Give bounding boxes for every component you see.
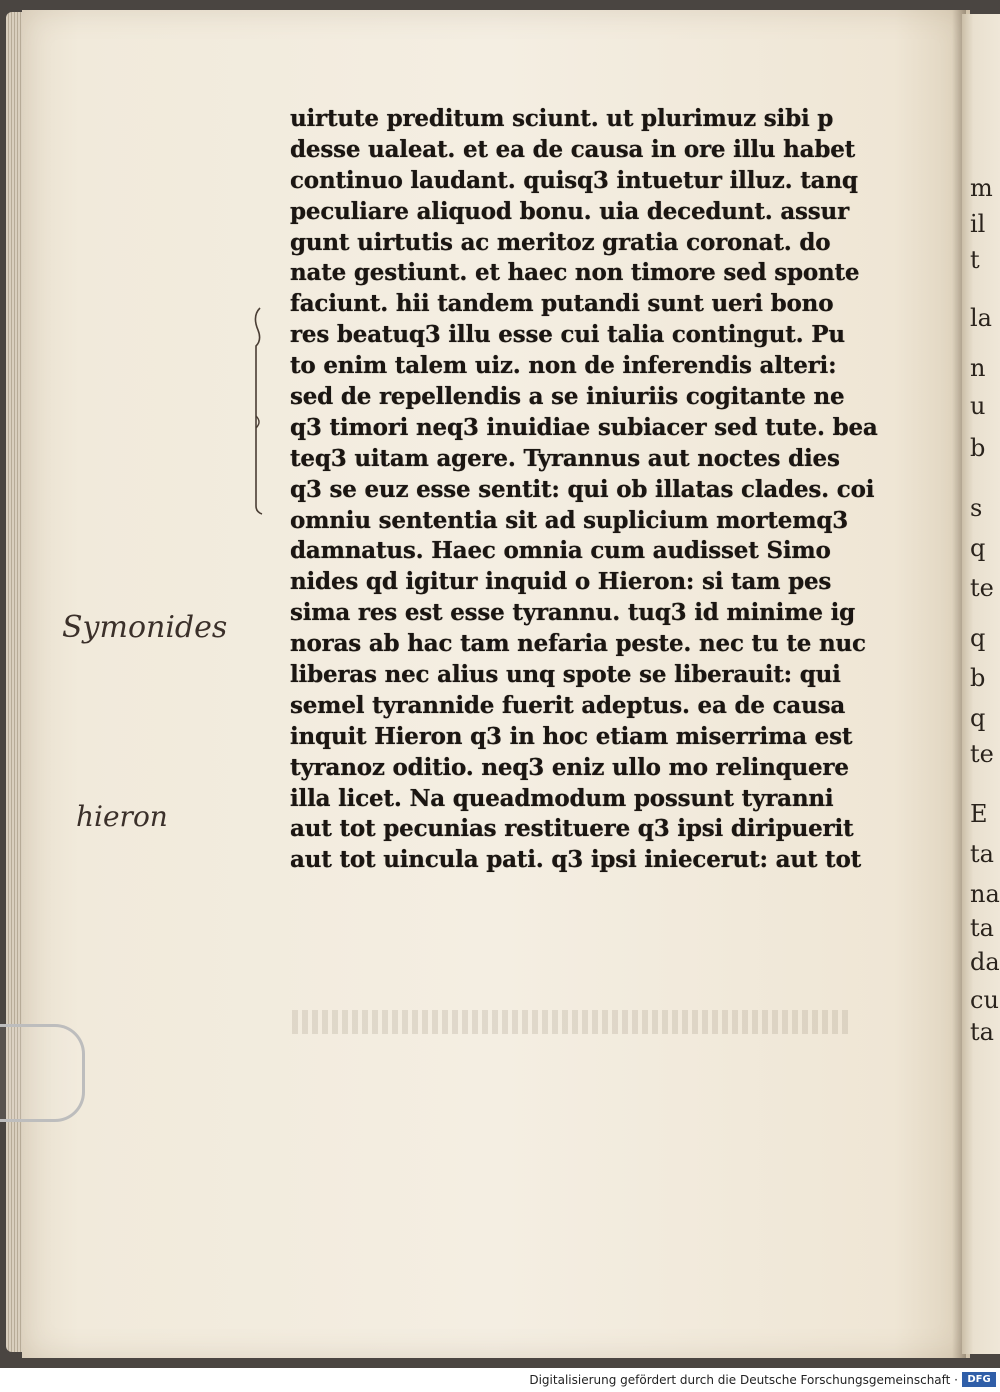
ink-show-through	[292, 1010, 852, 1034]
next-page-fragment: ta	[970, 840, 994, 868]
text-line: uirtute preditum sciunt. ut plurimuz sibi p	[290, 105, 834, 132]
text-line: sed de repellendis a se iniuriis cogitante ne	[290, 383, 845, 411]
text-line: peculiare aliquod bonu. uia decedunt. assur	[290, 197, 849, 225]
marginal-note-hieron: hieron	[76, 800, 168, 833]
text-line: to enim talem uiz. non de inferendis alteri:	[290, 352, 837, 380]
next-page-fragment: cu	[970, 986, 999, 1014]
footer-bar	[0, 1368, 1000, 1392]
next-page-fragment: q	[970, 704, 986, 732]
next-page-fragment: b	[970, 664, 986, 692]
next-page-fragment: q	[970, 624, 986, 652]
text-line: q3 timori neq3 inuidiae subiacer sed tute. bea	[290, 413, 878, 441]
text-line: aut tot uincula pati. q3 ipsi iniecerut: aut tot	[290, 846, 862, 874]
funding-credit: Digitalisierung gefördert durch die Deutsche Forschungsgemeinschaft ·	[529, 1373, 958, 1387]
printed-text-block	[290, 104, 880, 876]
next-page-strip	[962, 14, 1000, 1354]
next-page-fragment: il	[970, 210, 986, 238]
next-page-fragment: da	[970, 948, 1000, 976]
text-line: gunt uirtutis ac meritoz gratia coronat. do	[290, 228, 831, 256]
text-line: res beatuq3 illu esse cui talia contingut. Pu	[290, 321, 845, 349]
text-line: noras ab hac tam nefaria peste. nec tu te nuc	[290, 630, 866, 658]
next-page-fragment: la	[970, 304, 992, 332]
text-line: tyranoz oditio. neq3 eniz ullo mo relinquere	[290, 753, 849, 781]
text-line: inquit Hieron q3 in hoc etiam miserrima est	[290, 722, 853, 750]
text-line: desse ualeat. et ea de causa in ore illu habet	[290, 135, 856, 163]
next-page-fragment: ta	[970, 1018, 994, 1046]
next-page-fragment: b	[970, 434, 986, 462]
next-page-fragment: n	[970, 354, 986, 382]
text-line: nides qd igitur inquid o Hieron: si tam pes	[290, 568, 832, 596]
next-page-fragment: q	[970, 534, 986, 562]
text-line: aut tot pecunias restituere q3 ipsi diripuerit	[290, 815, 854, 843]
text-line: semel tyrannide fuerit adeptus. ea de causa	[290, 691, 846, 719]
text-line: damnatus. Haec omnia cum audisset Simo	[290, 537, 831, 565]
next-page-fragment: t	[970, 246, 980, 274]
margin-bracket	[250, 306, 264, 516]
next-page-fragment: na	[970, 880, 1000, 908]
next-page-fragment: m	[970, 174, 993, 202]
text-line: nate gestiunt. et haec non timore sed sponte	[290, 259, 860, 287]
next-page-fragment: ta	[970, 914, 994, 942]
next-page-fragment: u	[970, 392, 986, 420]
paper-clip	[0, 1024, 85, 1122]
next-page-fragment: E	[970, 800, 988, 828]
next-page-fragment: te	[970, 574, 994, 602]
text-line: teq3 uitam agere. Tyrannus aut noctes dies	[290, 444, 840, 472]
text-line: liberas nec alius unq spote se liberauit: qui	[290, 661, 841, 689]
text-line: faciunt. hii tandem putandi sunt ueri bono	[290, 290, 834, 318]
marginal-note-symonides: Symonides	[62, 610, 228, 645]
text-line: continuo laudant. quisq3 intuetur illuz. tanq	[290, 166, 858, 194]
dfg-logo: DFG	[962, 1372, 996, 1387]
text-line: q3 se euz esse sentit: qui ob illatas clades. coi	[290, 475, 875, 503]
next-page-fragment: s	[970, 494, 983, 522]
text-line: sima res est esse tyrannu. tuq3 id minime ig	[290, 599, 856, 627]
text-line: illa licet. Na queadmodum possunt tyranni	[290, 784, 834, 812]
next-page-fragment: te	[970, 740, 994, 768]
text-line: omniu sententia sit ad suplicium mortemq3	[290, 506, 849, 534]
